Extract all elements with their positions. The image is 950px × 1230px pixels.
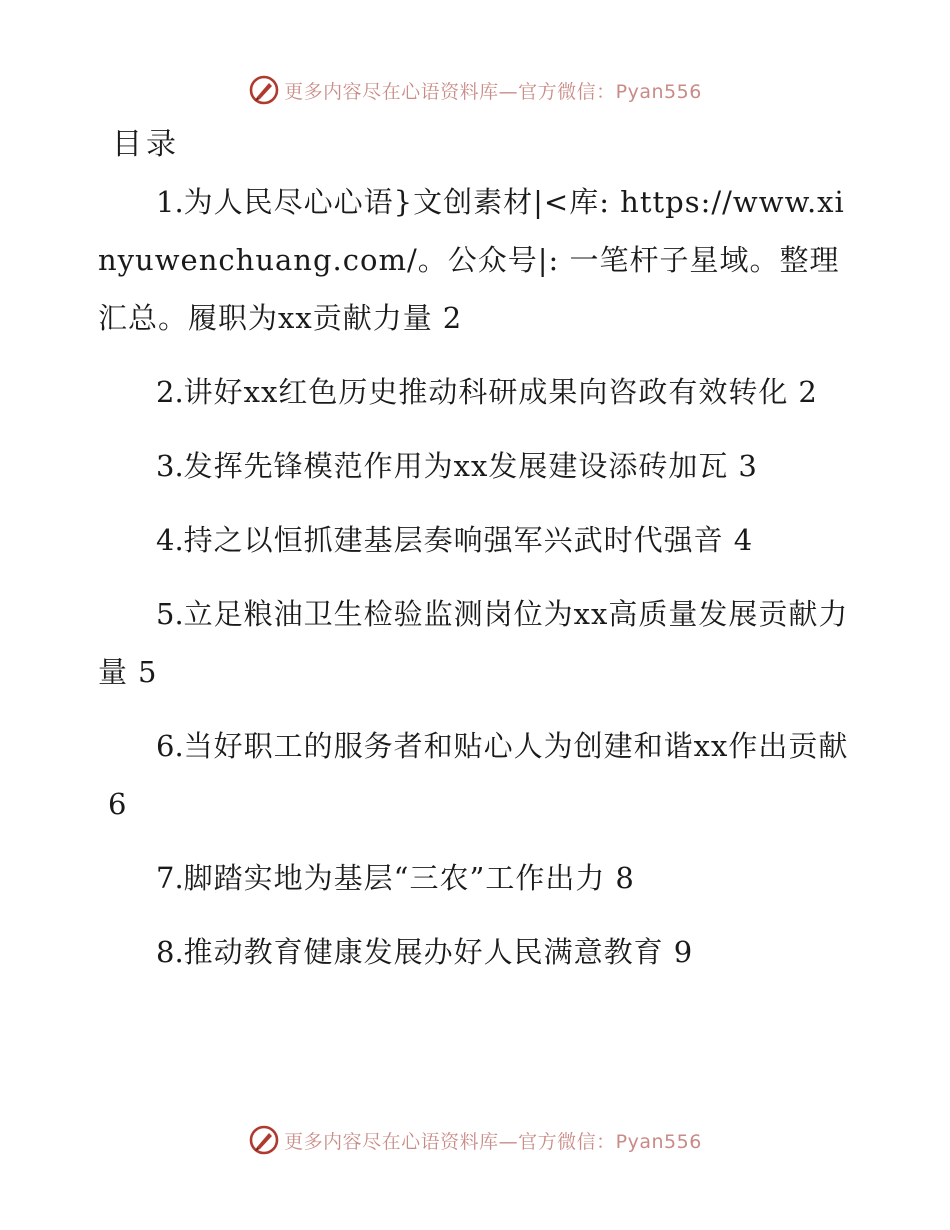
pen-logo-icon bbox=[248, 1124, 280, 1156]
toc-item[interactable]: 3.发挥先锋模范作用为xx发展建设添砖加瓦 3 bbox=[156, 449, 758, 483]
toc-page-number: 2 bbox=[442, 301, 463, 335]
toc-item[interactable]: 4.持之以恒抓建基层奏响强军兴武时代强音 4 bbox=[156, 523, 754, 557]
pen-logo-icon bbox=[248, 74, 280, 106]
toc-title: 目录 bbox=[112, 127, 180, 162]
toc-page-number: 6 bbox=[108, 787, 128, 821]
watermark-text: 更多内容尽在心语资料库—官方微信：Pyan556 bbox=[284, 1130, 702, 1153]
toc-item[interactable]: 6.当好职工的服务者和贴心人为创建和谐xx作出贡献6 bbox=[108, 729, 849, 821]
toc-page-number: 4 bbox=[733, 523, 754, 557]
header-watermark bbox=[0, 70, 950, 110]
toc-page-number: 3 bbox=[738, 449, 758, 483]
toc-item[interactable]: 1.为人民尽心心语}文创素材|<库: https://www.xinyuwenchuang.com/。公众号|: 一笔杆子星域。整理汇总。履职为xx贡献力量 2 bbox=[98, 185, 845, 335]
toc-item[interactable]: 5.立足粮油卫生检验监测岗位为xx高质量发展贡献力量 5 bbox=[98, 597, 849, 689]
watermark-text: 更多内容尽在心语资料库—官方微信：Pyan556 bbox=[284, 80, 702, 103]
toc-item[interactable]: 7.脚踏实地为基层“三农”工作出力 8 bbox=[156, 861, 635, 895]
toc-page-number: 9 bbox=[673, 935, 694, 969]
toc-item[interactable]: 8.推动教育健康发展办好人民满意教育 9 bbox=[156, 935, 694, 969]
toc-item[interactable]: 2.讲好xx红色历史推动科研成果向咨政有效转化 2 bbox=[156, 375, 818, 409]
toc-page-number: 8 bbox=[615, 861, 635, 895]
toc-page-number: 5 bbox=[138, 655, 158, 689]
footer-watermark bbox=[0, 1120, 950, 1160]
toc-page-number: 2 bbox=[798, 375, 818, 409]
table-of-contents bbox=[98, 173, 850, 997]
